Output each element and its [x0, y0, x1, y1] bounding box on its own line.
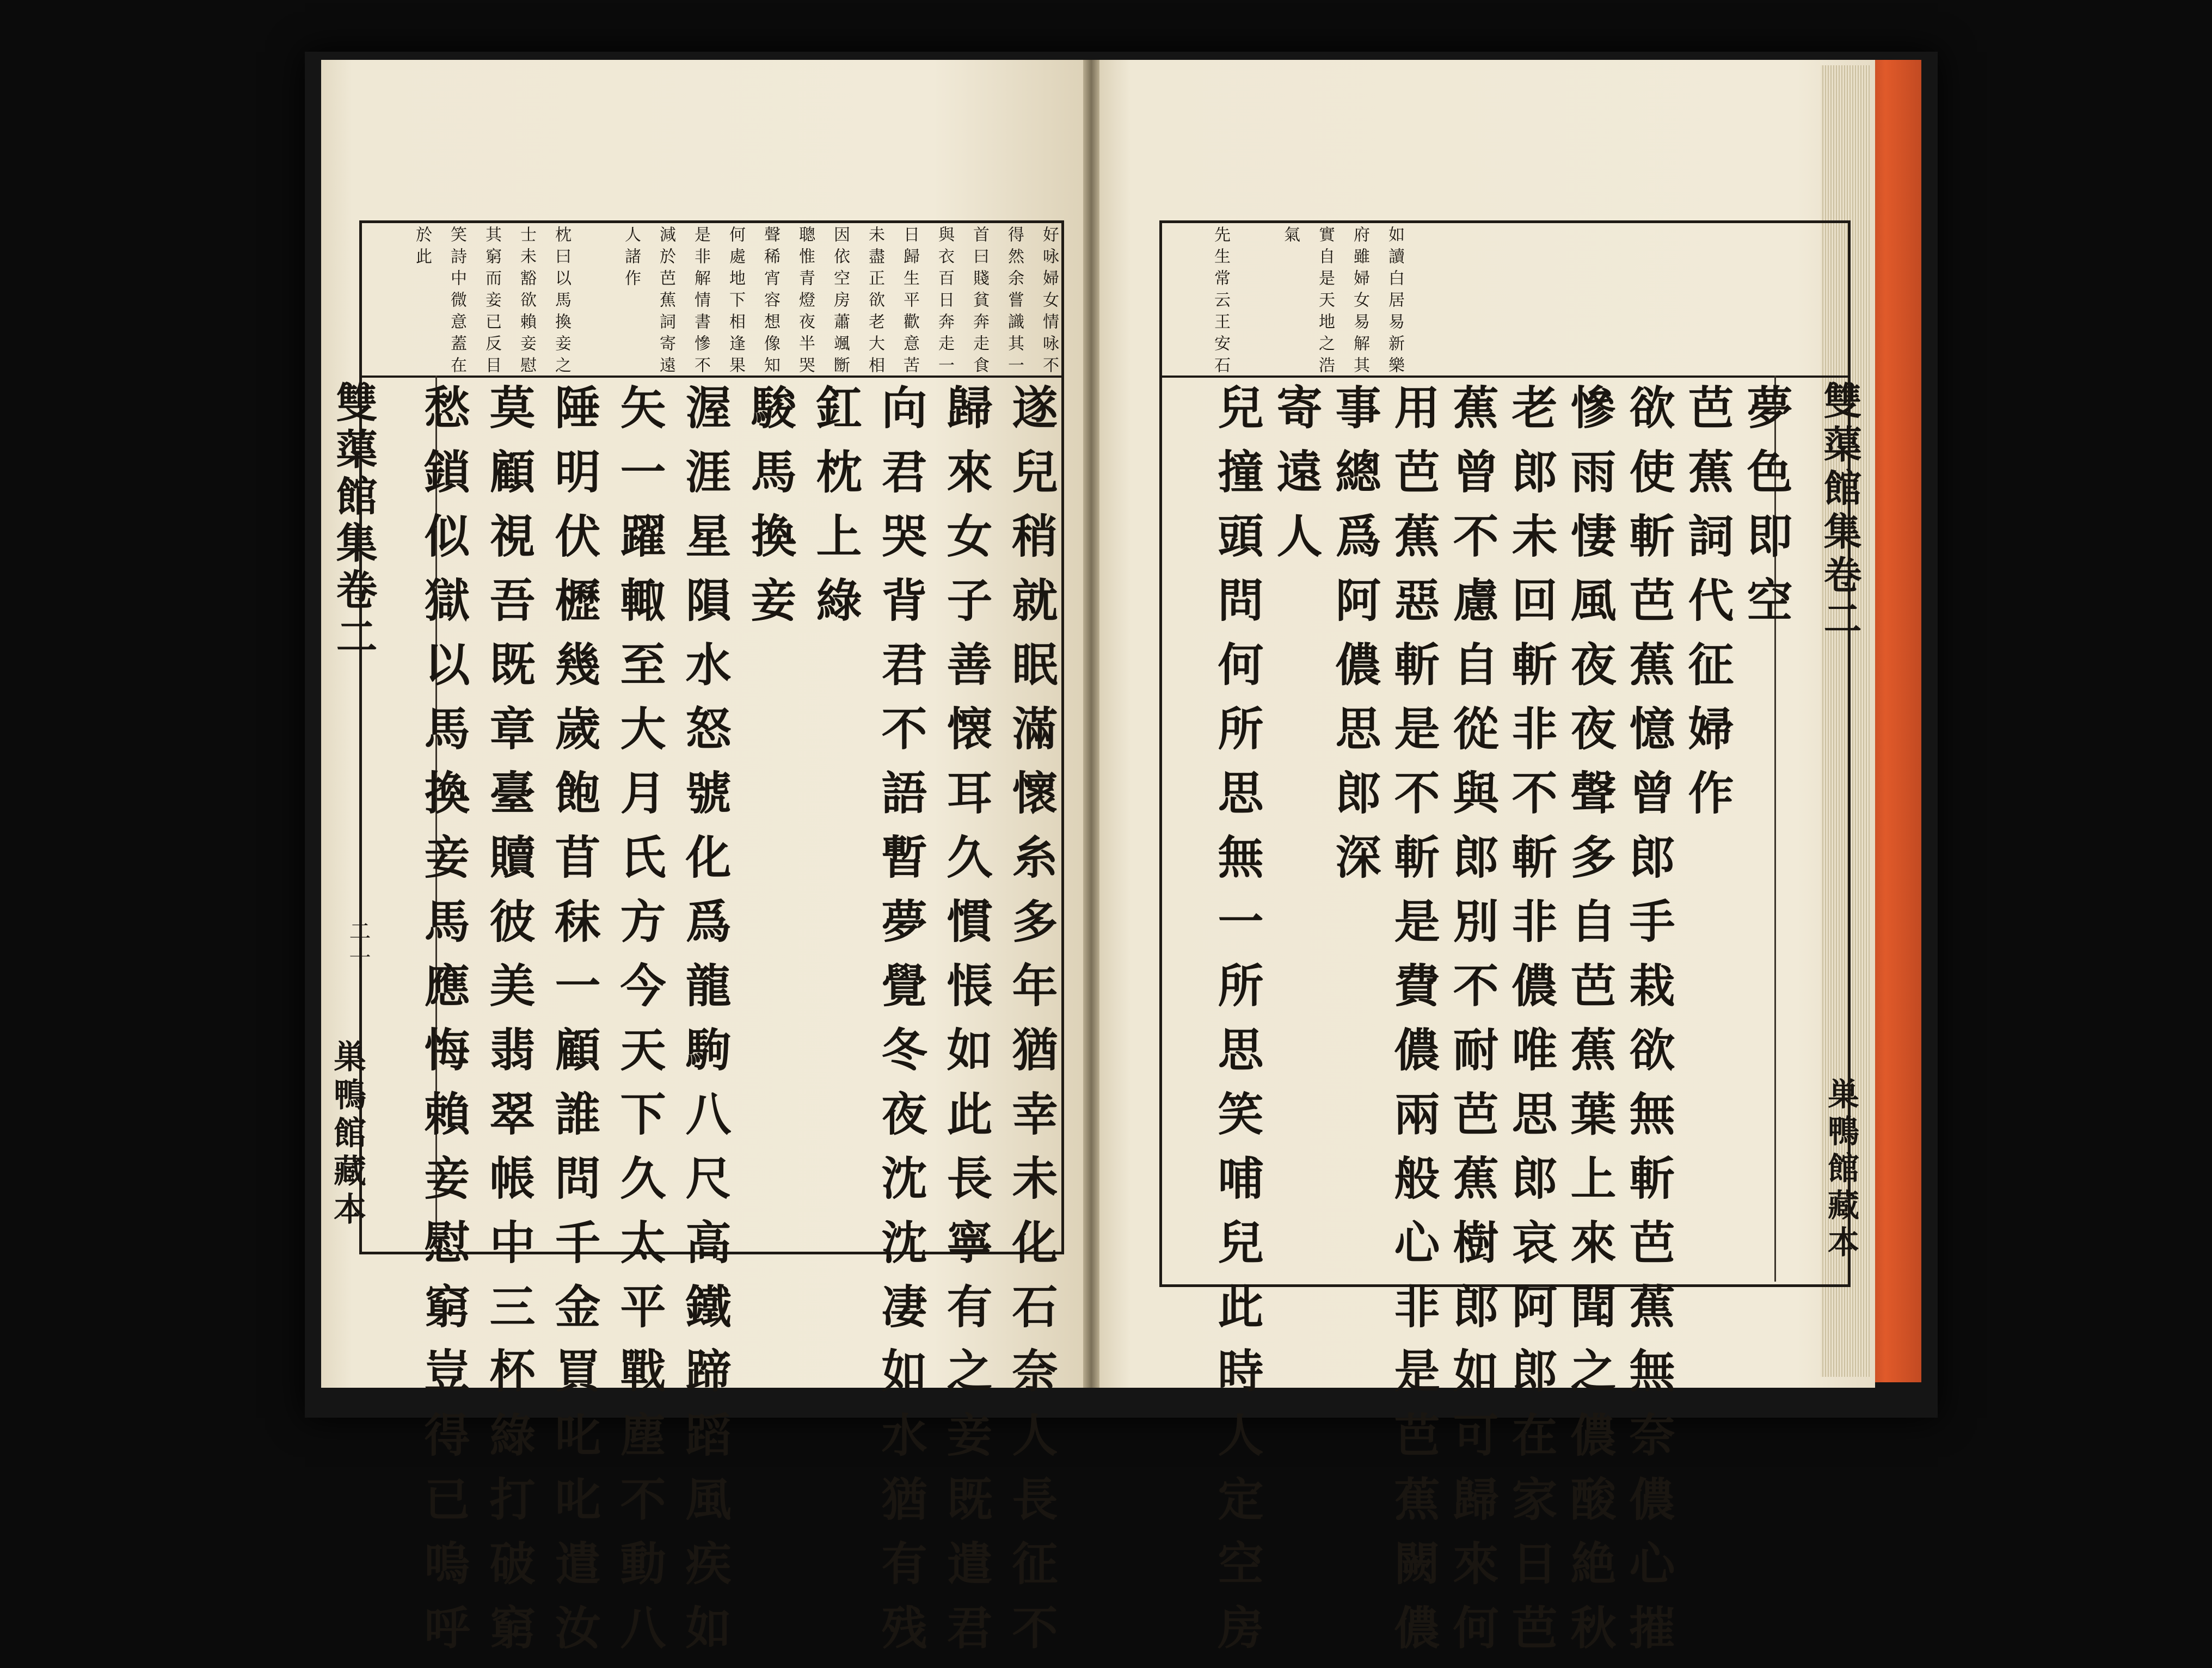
left-commentary-column-10: 何處地下相逢果 [726, 226, 745, 378]
right-commentary-column-3: 實自是天地之浩 [1316, 226, 1335, 378]
right-commentary-column-1: 如讀白居易新樂 [1385, 226, 1404, 378]
left-main-column-3: 向君哭背君不語暫夢覺冬夜沈沈凄如水猶有残 [874, 384, 928, 1668]
right-main-column-4: 慘雨悽風夜夜聲多自芭蕉葉上來聞之儂酸絶秋 [1563, 384, 1617, 1668]
right-margin-title: 雙蕖館集卷二 [1817, 381, 1863, 642]
left-commentary-column-1: 好咏婦女情咏不 [1040, 226, 1059, 378]
left-commentary-column-12: 減於芭蕉詞寄遠 [656, 226, 675, 378]
left-commentary-column-18: 笑詩中微意蓋在 [447, 226, 466, 378]
left-commentary-column-9: 聲稀宵容想像知 [761, 226, 780, 378]
left-main-column-6: 渥涯星隕水怒號化爲龍駒八尺高鐵蹄蹈風疾如 [678, 384, 732, 1668]
right-main-column-9: 寄遠人 [1269, 384, 1323, 576]
right-commentary-column-2: 府雖婦女易解其 [1350, 226, 1369, 378]
left-commentary-column-6: 未盡正欲老大相 [865, 226, 884, 378]
left-publisher-mark: 巣鴨館藏本 [328, 1039, 366, 1230]
left-main-column-8: 陲明伏櫪幾歲飽苜秣一顧誰問千金買叱叱遣汝 [548, 384, 601, 1668]
left-commentary-column-2: 得然余嘗識其一 [1005, 226, 1024, 378]
left-main-column-4: 釭枕上綠 [809, 384, 863, 641]
right-main-column-5: 老郎未回斬非不斬非儂唯思郎哀阿郎在家日芭 [1504, 384, 1558, 1668]
left-main-column-5: 駿馬換妾 [744, 384, 797, 641]
left-commentary-column-13: 人諸作 [622, 226, 641, 291]
right-main-column-1: 夢色即空 [1740, 384, 1793, 641]
left-main-column-7: 矢一躍輙至大月氏方今天下久太平戰塵不動八 [613, 384, 667, 1668]
left-commentary-column-4: 與衣百日奔走一 [935, 226, 954, 378]
left-commentary-column-16: 士未豁欲賴妾慰 [517, 226, 536, 378]
right-main-column-6: 蕉曾不慮自從與郎別不耐芭蕉樹郎如可歸來何 [1446, 384, 1500, 1668]
right-commentary-column-4: 氣 [1281, 226, 1300, 248]
left-commentary-column-15: 枕曰以馬換妾之 [552, 226, 571, 378]
right-publisher-mark: 巣鴨館藏本 [1822, 1078, 1859, 1263]
left-main-column-10: 愁鎖似獄以馬換妾馬應悔賴妾慰窮豈得已嗚呼 [417, 384, 471, 1668]
right-header-rule [1159, 376, 1848, 378]
left-commentary-column-19: 於此 [413, 226, 432, 269]
left-commentary-column-17: 其窮而妾已反目 [482, 226, 501, 378]
left-commentary-column-11: 是非解情書慘不 [691, 226, 710, 378]
right-commentary-column-6: 先生常云王安石 [1211, 226, 1230, 378]
book-gutter [1083, 60, 1099, 1388]
left-commentary-column-8: 聰惟青燈夜半哭 [796, 226, 815, 378]
left-margin-title: 雙蕖館集卷二 [329, 381, 378, 662]
left-main-column-2: 歸來女子善懐耳久慣悵如此長寧有之妾既遣君 [939, 384, 993, 1668]
left-main-column-9: 莫顧視吾既章臺贖彼美翡翠帳中三杯綠打破窮 [482, 384, 536, 1668]
right-main-column-10: 兒撞頭問何所思無一所思笑哺兒此時人定空房 [1211, 384, 1264, 1668]
right-main-column-2: 芭蕉詞代征婦作 [1681, 384, 1735, 833]
left-commentary-column-3: 首曰賤貧奔走食 [970, 226, 989, 378]
left-main-column-1: 遂兒稍就眠滿懷糸多年猶幸未化石奈人長征不 [1005, 384, 1059, 1668]
right-main-column-7: 用芭蕉惡斬是不斬是費儂兩般心非是芭蕉闕儂 [1387, 384, 1441, 1668]
left-commentary-column-7: 因依空房蕭颯㫁 [831, 226, 850, 378]
right-main-column-3: 欲使斬芭蕉憶曾郎手栽欲無斬芭蕉無奈儂心摧 [1622, 384, 1676, 1668]
left-commentary-column-5: 日歸生平歡意苦 [900, 226, 919, 378]
left-page-number: 二十 [346, 920, 371, 974]
right-main-column-8: 事總爲阿儂思郎深 [1328, 384, 1382, 897]
